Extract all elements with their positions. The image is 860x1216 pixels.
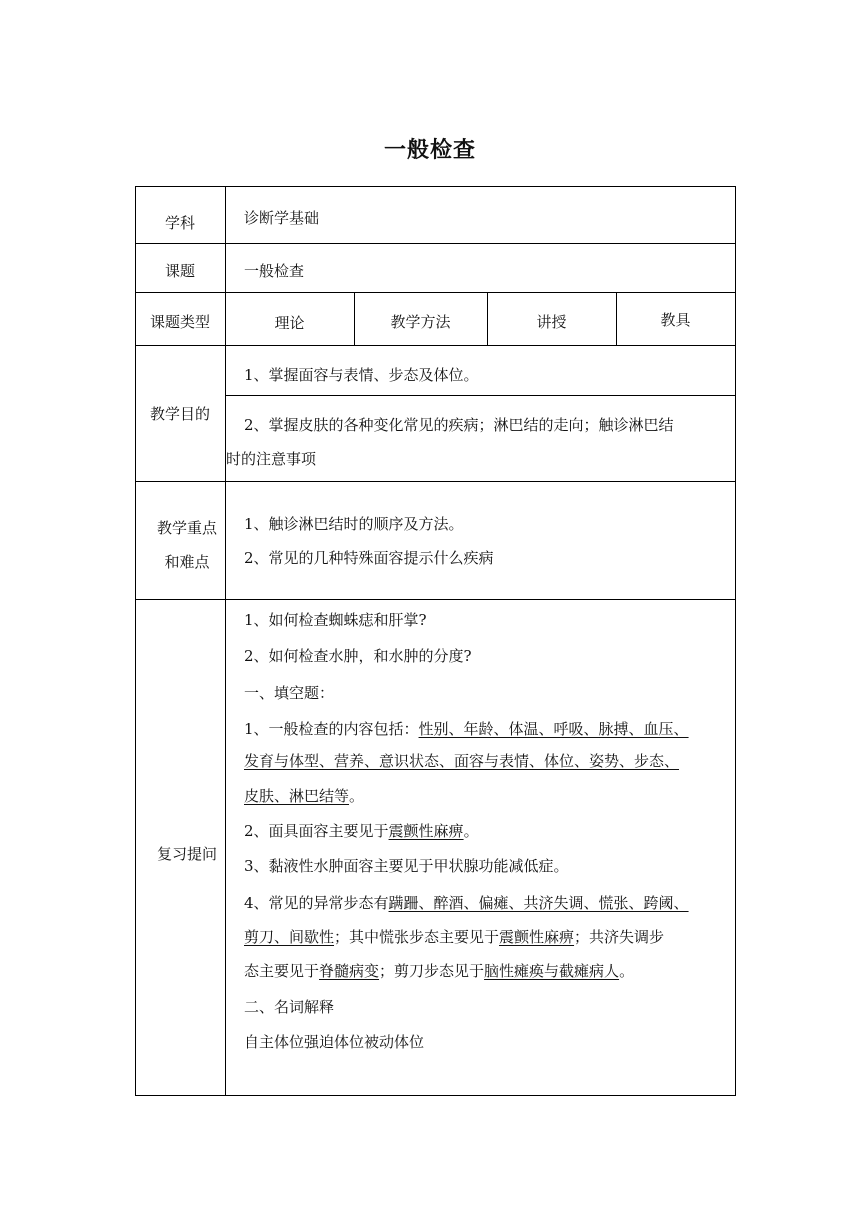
fill-item-4-line3: 态主要见于脊髓病变；剪刀步态见于脑性瘫痪与截瘫病人。 xyxy=(244,962,635,980)
term-list: 自主体位强迫体位被动体位 xyxy=(244,1033,425,1051)
type-label: 课题类型 xyxy=(149,313,210,331)
review-question-2: 2、如何检查水肿，和水肿的分度? xyxy=(244,647,472,665)
topic-value: 一般检查 xyxy=(244,262,305,280)
focus-label-line1: 教学重点 xyxy=(156,519,217,537)
goals-label: 教学目的 xyxy=(149,405,210,423)
type-value: 理论 xyxy=(274,314,305,332)
method-label: 教学方法 xyxy=(390,313,451,331)
fill-item-1-line3: 皮肤、淋巴结等。 xyxy=(244,787,365,805)
fill-item-1-line1: 1、一般检查的内容包括：性别、年龄、体温、呼吸、脉搏、血压、 xyxy=(244,720,689,738)
fill-item-4-line1: 4、常见的异常步态有蹒跚、醉酒、偏瘫、共济失调、慌张、跨阈、 xyxy=(244,894,689,912)
goals-item-2-line2: 时的注意事项 xyxy=(226,450,317,468)
topic-label: 课题 xyxy=(164,262,195,280)
section-fill-blank: 一、填空题： xyxy=(244,684,335,702)
tools-label: 教具 xyxy=(660,311,691,329)
fill-item-4-line2: 剪刀、间歇性；其中慌张步态主要见于震颤性麻痹；共济失调步 xyxy=(244,928,665,946)
method-value: 讲授 xyxy=(536,313,567,331)
fill-item-3: 3、黏液性水肿面容主要见于甲状腺功能减低症。 xyxy=(244,857,569,875)
fill-item-1-line2: 发育与体型、营养、意识状态、面容与表情、体位、姿势、步态、 xyxy=(244,752,680,770)
focus-label-line2: 和难点 xyxy=(164,553,210,571)
goals-item-1: 1、掌握面容与表情、步态及体位。 xyxy=(244,366,479,384)
goals-item-2-line1: 2、掌握皮肤的各种变化常见的疾病；淋巴结的走向；触诊淋巴结 xyxy=(244,416,674,434)
review-label: 复习提问 xyxy=(156,845,217,863)
subject-label: 学科 xyxy=(164,214,195,232)
subject-value: 诊断学基础 xyxy=(244,209,320,227)
focus-item-1: 1、触诊淋巴结时的顺序及方法。 xyxy=(244,515,464,533)
fill-item-2: 2、面具面容主要见于震颤性麻痹。 xyxy=(244,822,479,840)
review-question-1: 1、如何检查蜘蛛痣和肝掌? xyxy=(244,611,427,629)
focus-item-2: 2、常见的几种特殊面容提示什么疾病 xyxy=(244,549,494,567)
page-title: 一般检查 xyxy=(383,138,476,163)
section-term-explain: 二、名词解释 xyxy=(244,998,335,1016)
